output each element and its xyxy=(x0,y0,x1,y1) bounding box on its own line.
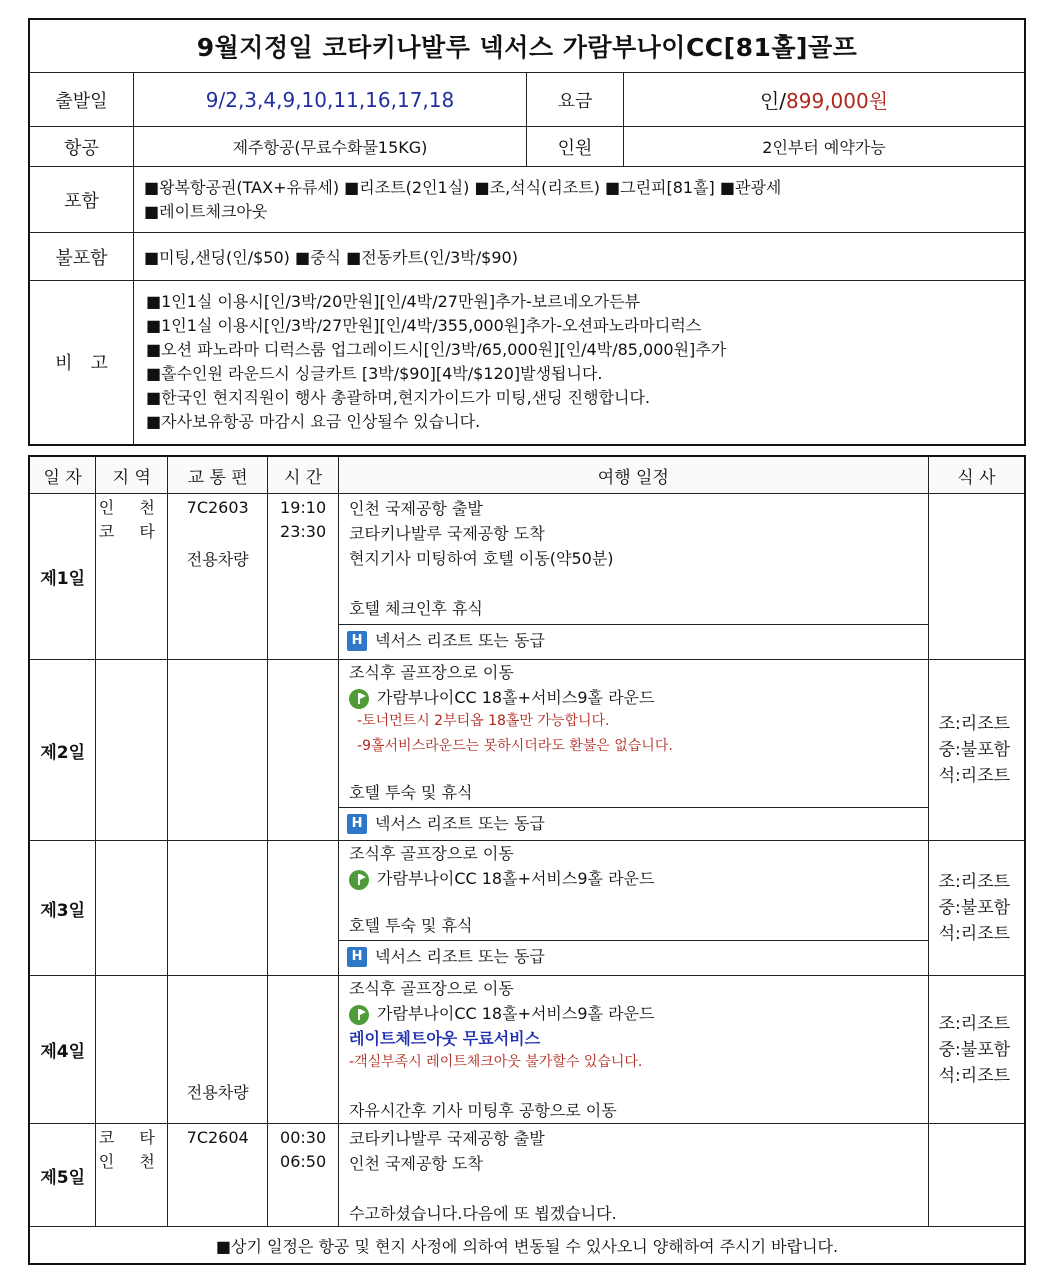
hotel-row xyxy=(339,624,928,657)
region-cell xyxy=(96,1124,168,1227)
hotel-name: 넥서스 리조트 또는 동급 xyxy=(375,947,545,966)
transport-cell xyxy=(168,841,268,976)
region-line: 인 천 xyxy=(98,498,165,517)
golf-flag-icon xyxy=(349,689,369,709)
price-value: 899,000원 xyxy=(786,89,889,113)
people-value: 2인부터 예약가능 xyxy=(624,127,1026,167)
departure-label: 출발일 xyxy=(29,73,134,127)
time-cell xyxy=(268,841,339,976)
schedule-line: 인천 국제공항 도착 xyxy=(349,1154,483,1173)
note-line: ■1인1실 이용시[인/3박/27만원][인/4박/355,000원]추가-오션파노라마디럭스 xyxy=(146,316,702,336)
note-line: ■1인1실 이용시[인/3박/20만원][인/4박/27만원]추가-보르네오가든뷰 xyxy=(146,292,640,312)
transport-vehicle: 전용차량 xyxy=(186,1083,249,1102)
time-line: 06:50 xyxy=(280,1152,327,1171)
region-cell xyxy=(96,841,168,976)
header-schedule: 여행 일정 xyxy=(339,456,929,494)
note-line: ■자사보유항공 마감시 요금 인상될수 있습니다. xyxy=(146,412,481,432)
golf-line xyxy=(339,685,928,710)
schedule-line: 현지기사 미팅하여 호텔 이동(약50분) xyxy=(349,549,614,568)
hotel-row xyxy=(339,940,928,973)
schedule-line: 인천 국제공항 출발 xyxy=(349,499,483,518)
schedule-spacer xyxy=(339,760,928,780)
transport-cell xyxy=(168,660,268,841)
meal-breakfast: 조:리조트 xyxy=(938,714,1011,734)
day-label: 제4일 xyxy=(29,976,96,1124)
transport-cell xyxy=(168,976,268,1124)
golf-flag-icon xyxy=(349,870,369,890)
schedule-line: 조식후 골프장으로 이동 xyxy=(349,844,514,863)
day-row xyxy=(29,976,1025,1124)
schedule-line: 자유시간후 기사 미팅후 공항으로 이동 xyxy=(349,1101,617,1120)
meal-breakfast: 조:리조트 xyxy=(938,872,1011,892)
red-note: -9홀서비스라운드는 못하시더라도 환불은 없습니다. xyxy=(357,738,673,754)
day-label: 제2일 xyxy=(29,660,96,841)
price-prefix: 인/ xyxy=(759,89,787,113)
hotel-icon: H xyxy=(347,947,367,967)
notes-label: 비 고 xyxy=(29,281,134,445)
schedule-line: 호텔 체크인후 휴식 xyxy=(349,599,483,618)
exclude-value: ■미팅,샌딩(인/$50) ■중식 ■전동카트(인/3박/$90) xyxy=(134,233,1026,281)
transport-cell xyxy=(168,494,268,660)
schedule-cell xyxy=(339,660,929,841)
day-row xyxy=(29,494,1025,660)
red-note: -객실부족시 레이트체크아웃 불가할수 있습니다. xyxy=(349,1054,643,1070)
time-cell xyxy=(268,660,339,841)
golf-line xyxy=(339,1001,928,1026)
day-row xyxy=(29,1124,1025,1227)
meal-dinner: 석:리조트 xyxy=(938,924,1011,944)
hotel-row xyxy=(339,807,928,840)
schedule-cell xyxy=(339,976,929,1124)
hotel-icon: H xyxy=(347,631,367,651)
time-line: 19:10 xyxy=(280,498,327,517)
time-line: 23:30 xyxy=(280,522,327,541)
footer-row xyxy=(29,1227,1025,1265)
meal-lunch: 중:불포함 xyxy=(938,898,1011,918)
tour-info-table xyxy=(28,18,1026,446)
time-line: 00:30 xyxy=(280,1128,327,1147)
schedule-line: 코타키나발루 국제공항 도착 xyxy=(349,524,545,543)
meal-cell xyxy=(928,660,1025,841)
meal-breakfast: 조:리조트 xyxy=(938,1013,1011,1034)
note-line: ■홀수인원 라운드시 싱글카트 [3박/$90][4박/$120]발생됩니다. xyxy=(146,364,603,384)
people-label: 인원 xyxy=(527,127,624,167)
exclude-label: 불포함 xyxy=(29,233,134,281)
time-cell xyxy=(268,1124,339,1227)
flight-number: 7C2604 xyxy=(186,1128,249,1147)
schedule-line xyxy=(339,571,928,596)
schedule-line: 조식후 골프장으로 이동 xyxy=(349,979,514,998)
meal-cell xyxy=(928,494,1025,660)
region-line: 코 타 xyxy=(98,522,165,541)
price-cell xyxy=(624,73,1026,127)
header-meals: 식 사 xyxy=(928,456,1025,494)
golf-line xyxy=(339,866,928,891)
page-title: 9월지정일 코타키나발루 넥서스 가람부나이CC[81홀]골프 xyxy=(29,19,1025,73)
notes-value xyxy=(134,281,1026,445)
day-row xyxy=(29,841,1025,976)
golf-flag-icon xyxy=(349,1005,369,1025)
meal-cell xyxy=(928,1124,1025,1227)
schedule-line: 호텔 투숙 및 휴식 xyxy=(349,916,473,935)
region-cell xyxy=(96,660,168,841)
late-checkout-note: 레이트체트아웃 무료서비스 xyxy=(349,1029,541,1048)
transport-cell xyxy=(168,1124,268,1227)
meal-cell xyxy=(928,976,1025,1124)
meal-dinner: 석:리조트 xyxy=(938,766,1011,786)
flight-number: 7C2603 xyxy=(186,498,249,517)
header-date: 일 자 xyxy=(29,456,96,494)
region-line: 코 타 xyxy=(98,1128,165,1147)
region-line: 인 천 xyxy=(98,1152,165,1171)
day-row xyxy=(29,660,1025,841)
meal-dinner: 석:리조트 xyxy=(938,1065,1011,1086)
time-cell xyxy=(268,494,339,660)
hotel-name: 넥서스 리조트 또는 동급 xyxy=(375,631,545,650)
include-label: 포함 xyxy=(29,167,134,233)
red-note: -토너먼트시 2부티옵 18홀만 가능합니다. xyxy=(357,713,610,729)
transport-vehicle: 전용차량 xyxy=(186,550,249,569)
schedule-spacer xyxy=(339,891,928,913)
day-label: 제3일 xyxy=(29,841,96,976)
day-label: 제5일 xyxy=(29,1124,96,1227)
schedule-line: 조식후 골프장으로 이동 xyxy=(349,663,514,682)
itinerary-header-row xyxy=(29,456,1025,494)
day-label: 제1일 xyxy=(29,494,96,660)
golf-text: 가람부나이CC 18홀+서비스9홀 라운드 xyxy=(377,869,655,888)
header-time: 시 간 xyxy=(268,456,339,494)
region-cell xyxy=(96,494,168,660)
include-value xyxy=(134,167,1026,233)
schedule-cell xyxy=(339,1124,929,1227)
header-region: 지 역 xyxy=(96,456,168,494)
hotel-icon: H xyxy=(347,814,367,834)
schedule-cell xyxy=(339,841,929,976)
meal-cell xyxy=(928,841,1025,976)
price-label: 요금 xyxy=(527,73,624,127)
region-cell xyxy=(96,976,168,1124)
schedule-line: 수고하셨습니다.다음에 또 뵙겠습니다. xyxy=(349,1204,617,1223)
schedule-line: 코타키나발루 국제공항 출발 xyxy=(349,1129,545,1148)
header-transport: 교 통 편 xyxy=(168,456,268,494)
departure-value: 9/2,3,4,9,10,11,16,17,18 xyxy=(134,73,527,127)
include-line: ■레이트체크아웃 xyxy=(144,201,268,221)
schedule-line: 호텔 투숙 및 휴식 xyxy=(349,783,473,802)
airline-label: 항공 xyxy=(29,127,134,167)
hotel-name: 넥서스 리조트 또는 동급 xyxy=(375,814,545,833)
meal-lunch: 중:불포함 xyxy=(938,740,1011,760)
footer-notice: ■상기 일정은 항공 및 현지 사정에 의하여 변동될 수 있사오니 양해하여 주시기 바랍니다. xyxy=(29,1227,1025,1265)
golf-text: 가람부나이CC 18홀+서비스9홀 라운드 xyxy=(377,688,655,707)
golf-text: 가람부나이CC 18홀+서비스9홀 라운드 xyxy=(377,1004,655,1023)
meal-lunch: 중:불포함 xyxy=(938,1039,1011,1060)
schedule-line xyxy=(339,1176,928,1201)
include-line: ■왕복항공권(TAX+유류세) ■리조트(2인1실) ■조,석식(리조트) ■그린피[81홀] ■관광세 xyxy=(144,177,782,197)
schedule-cell xyxy=(339,494,929,660)
transport-spacer xyxy=(168,520,267,544)
time-cell xyxy=(268,976,339,1124)
note-line: ■오션 파노라마 디럭스룸 업그레이드시[인/3박/65,000원][인/4박/85,000원]추가 xyxy=(146,340,727,360)
itinerary-table xyxy=(28,455,1026,1265)
note-line: ■한국인 현지직원이 행사 총괄하며,현지가이드가 미팅,샌딩 진행합니다. xyxy=(146,388,651,408)
airline-value: 제주항공(무료수화물15KG) xyxy=(134,127,527,167)
schedule-spacer xyxy=(339,1076,928,1098)
